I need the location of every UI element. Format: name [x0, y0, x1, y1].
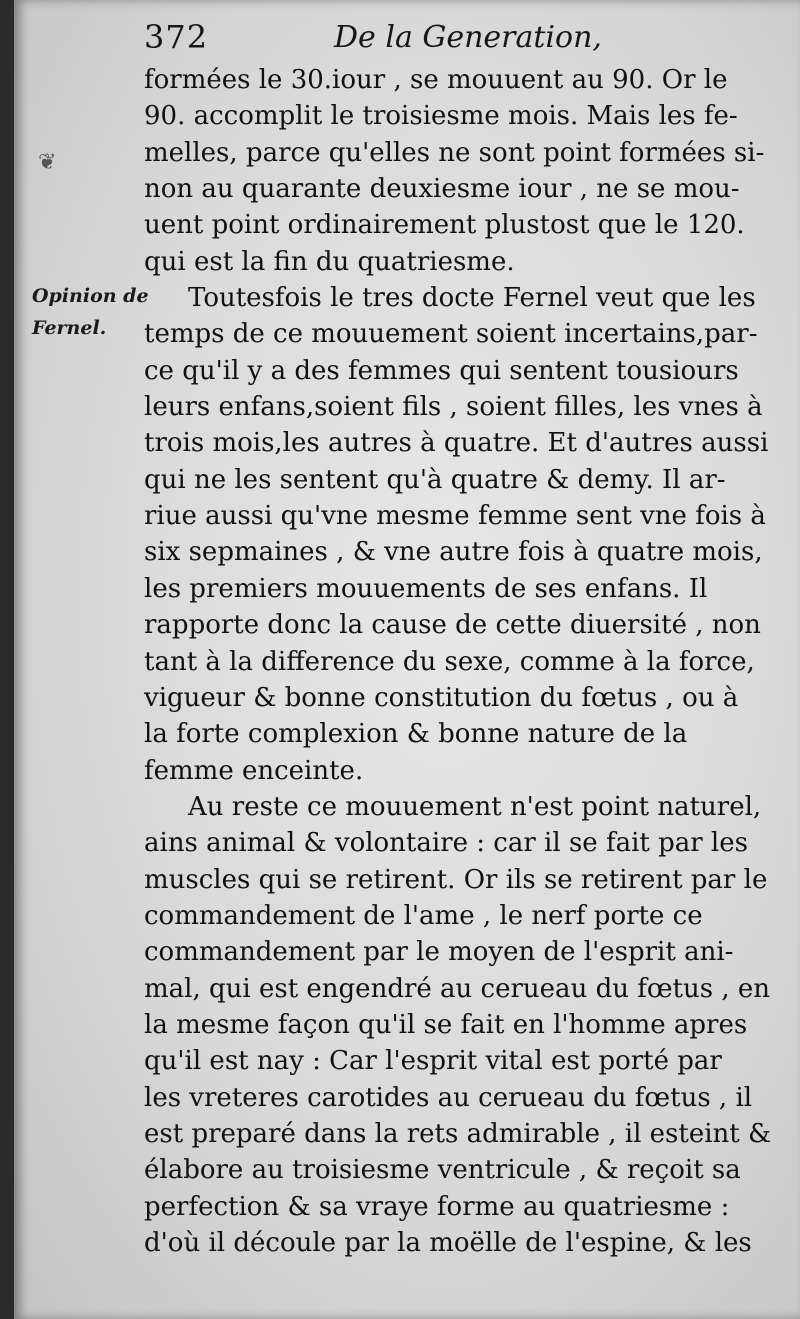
text-line: commandement de l'ame , le nerf porte ce — [144, 900, 703, 931]
text-line: melles, parce qu'elles ne sont point formées si- — [144, 137, 765, 168]
text-line: Au reste ce mouuement n'est point naturel, — [188, 791, 762, 822]
text-line: uent point ordinairement plustost que le 120. — [144, 210, 745, 241]
text-line: temps de ce mouuement soient incertains,par- — [144, 319, 758, 350]
text-line: est preparé dans la rets admirable , il esteint & — [144, 1118, 772, 1149]
text-line: la mesme façon qu'il se fait en l'homme apres — [144, 1009, 748, 1040]
text-line: perfection & sa vraye forme au quatriesme : — [144, 1191, 730, 1222]
text-line: qu'il est nay : Car l'esprit vital est porté par — [144, 1046, 722, 1077]
text-line: ains animal & volontaire : car il se fait par les — [144, 828, 748, 859]
text-line: élabore au troisiesme ventricule , & reçoit sa — [144, 1155, 741, 1186]
text-line: les premiers mouuements de ses enfans. Il — [144, 573, 708, 604]
text-line: les vreteres carotides au cerueau du fœtus , il — [144, 1082, 753, 1113]
page-number: 372 — [144, 18, 209, 56]
body-text — [144, 62, 774, 1261]
text-line: rapporte donc la cause de cette diuersité , non — [144, 610, 761, 641]
text-line: riue aussi qu'vne mesme femme sent vne fois à — [144, 501, 766, 532]
text-line: muscles qui se retirent. Or ils se retirent par le — [144, 864, 768, 895]
text-line: six sepmaines , & vne autre fois à quatre mois, — [144, 537, 763, 568]
text-line: mal, qui est engendré au cerueau du fœtus , en — [144, 973, 771, 1004]
text-line: Toutesfois le tres docte Fernel veut que les — [188, 283, 756, 314]
margin-note — [32, 280, 149, 344]
text-line: 90. accomplit le troisiesme mois. Mais les fe- — [144, 101, 738, 132]
text-line: ce qu'il y a des femmes qui sentent tousiours — [144, 355, 739, 386]
margin-note-line: Fernel. — [32, 317, 107, 339]
text-line: qui ne les sentent qu'à quatre & demy. Il ar- — [144, 464, 726, 495]
text-line: commandement par le moyen de l'esprit ani- — [144, 937, 734, 968]
running-head: De la Generation, — [334, 20, 602, 55]
book-page — [14, 0, 800, 1319]
text-line: trois mois,les autres à quatre. Et d'autres aussi — [144, 428, 769, 459]
text-line: qui est la fin du quatriesme. — [144, 246, 515, 277]
text-line: femme enceinte. — [144, 755, 364, 786]
text-line: non au quarante deuxiesme iour , ne se mou- — [144, 174, 740, 205]
text-line: leurs enfans,soient fils , soient filles, les vnes à — [144, 392, 763, 423]
text-line: vigueur & bonne constitution du fœtus , ou à — [144, 682, 739, 713]
page-header — [144, 18, 602, 62]
text-line: formées le 30.iour , se mouuent au 90. Or le — [144, 65, 728, 95]
margin-note-line: Opinion de — [32, 285, 149, 307]
ink-blot-icon: ❦ — [38, 150, 57, 175]
text-line: d'où il découle par la moëlle de l'espine, & les — [144, 1228, 752, 1258]
text-line: tant à la difference du sexe, comme à la force, — [144, 646, 755, 677]
text-line: la forte complexion & bonne nature de la — [144, 719, 688, 750]
